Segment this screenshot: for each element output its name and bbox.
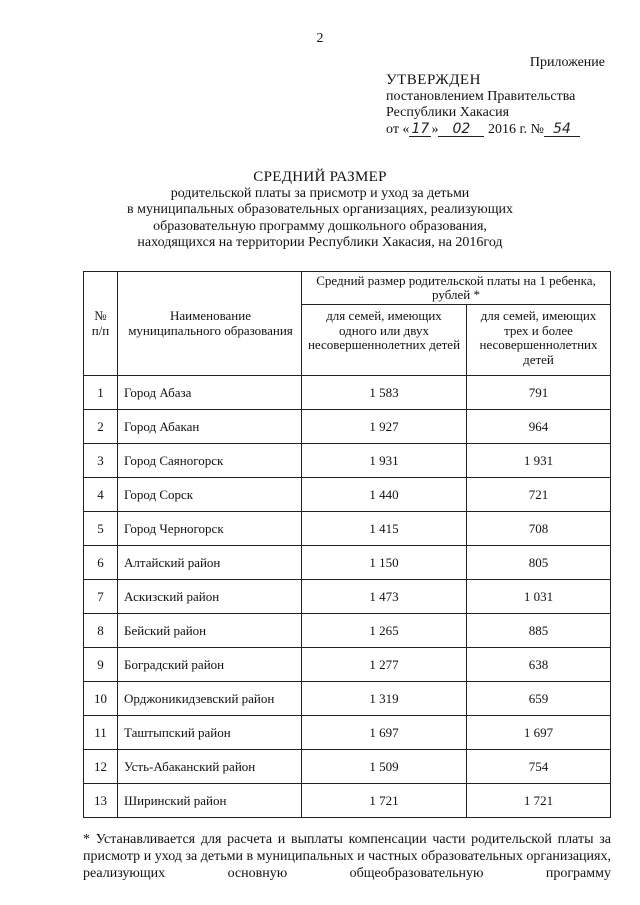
row-number: 9 <box>84 648 118 682</box>
row-number: 11 <box>84 716 118 750</box>
table-row <box>84 444 611 478</box>
header-three-plus-children: для семей, имеющих трех и более несовершеннолетних детей <box>467 305 611 376</box>
municipality-name: Ширинский район <box>118 784 302 818</box>
fee-three-plus-children: 638 <box>467 648 611 682</box>
fee-three-plus-children: 708 <box>467 512 611 546</box>
row-number: 7 <box>84 580 118 614</box>
fee-one-two-children: 1 583 <box>302 376 467 410</box>
title-line-4: находящихся на территории Республики Хакасия, на 2016год <box>137 235 503 250</box>
table-row <box>84 512 611 546</box>
fee-one-two-children: 1 473 <box>302 580 467 614</box>
document-title <box>0 169 640 252</box>
fee-one-two-children: 1 440 <box>302 478 467 512</box>
fee-three-plus-children: 659 <box>467 682 611 716</box>
table-row <box>84 682 611 716</box>
municipality-name: Боградский район <box>118 648 302 682</box>
header-municipality: Наименование муниципального образования <box>118 272 302 376</box>
fee-three-plus-children: 805 <box>467 546 611 580</box>
row-number: 6 <box>84 546 118 580</box>
fee-one-two-children: 1 415 <box>302 512 467 546</box>
approval-line-2: Республики Хакасия <box>386 105 510 120</box>
table-row <box>84 716 611 750</box>
fee-one-two-children: 1 265 <box>302 614 467 648</box>
fee-three-plus-children: 754 <box>467 750 611 784</box>
row-number: 12 <box>84 750 118 784</box>
fee-one-two-children: 1 509 <box>302 750 467 784</box>
fee-one-two-children: 1 927 <box>302 410 467 444</box>
fee-three-plus-children: 1 721 <box>467 784 611 818</box>
row-number: 10 <box>84 682 118 716</box>
table-body <box>84 376 611 818</box>
row-number: 1 <box>84 376 118 410</box>
title-line-2: в муниципальных образовательных организациях, реализующих <box>127 202 513 217</box>
title-line-1: родительской платы за присмотр и уход за детьми <box>170 185 470 201</box>
date-prefix: от « <box>386 121 410 137</box>
title-line-3: образовательную программу дошкольного образования, <box>153 218 487 234</box>
header-one-two-children: для семей, имеющих одного или двух несовершеннолетних детей <box>302 305 467 376</box>
row-number: 2 <box>84 410 118 444</box>
municipality-name: Алтайский район <box>118 546 302 580</box>
date-mid: » <box>431 121 439 137</box>
municipality-name: Аскизский район <box>118 580 302 614</box>
handwritten-day: 17 <box>409 122 431 137</box>
handwritten-number: 54 <box>544 122 580 137</box>
header-average-fee: Средний размер родительской платы на 1 ребенка, рублей * <box>302 272 611 305</box>
row-number: 8 <box>84 614 118 648</box>
fee-one-two-children: 1 697 <box>302 716 467 750</box>
municipality-name: Город Абакан <box>118 410 302 444</box>
table-row <box>84 410 611 444</box>
municipality-name: Город Абаза <box>118 376 302 410</box>
footnote: * Устанавливается для расчета и выплаты компенсации части родительской платы за присмотр и уход за детьми в муниципальных и частных образовательных организациях, реализующих основную общеобразовательную программу <box>83 832 611 881</box>
table-row <box>84 376 611 410</box>
table-row <box>84 750 611 784</box>
approval-title: УТВЕРЖДЕН <box>386 72 481 88</box>
table-row <box>84 546 611 580</box>
municipality-name: Усть-Абаканский район <box>118 750 302 784</box>
appendix-label: Приложение <box>529 55 605 70</box>
table-row <box>84 580 611 614</box>
row-number: 5 <box>84 512 118 546</box>
table-row <box>84 648 611 682</box>
header-number: № п/п <box>84 272 118 376</box>
date-suffix: 2016 г. № <box>484 121 544 137</box>
row-number: 13 <box>84 784 118 818</box>
table-row <box>84 478 611 512</box>
fee-one-two-children: 1 721 <box>302 784 467 818</box>
municipality-name: Орджоникидзевский район <box>118 682 302 716</box>
title-heading: СРЕДНИЙ РАЗМЕР <box>253 169 387 185</box>
municipality-name: Бейский район <box>118 614 302 648</box>
approval-date-line <box>386 122 580 139</box>
fee-three-plus-children: 791 <box>467 376 611 410</box>
fee-three-plus-children: 1 697 <box>467 716 611 750</box>
handwritten-month: 02 <box>438 122 484 137</box>
fee-one-two-children: 1 150 <box>302 546 467 580</box>
approval-block <box>386 72 580 138</box>
municipality-name: Город Сорск <box>118 478 302 512</box>
municipality-name: Город Черногорск <box>118 512 302 546</box>
table-row <box>84 614 611 648</box>
fee-three-plus-children: 1 031 <box>467 580 611 614</box>
fee-three-plus-children: 885 <box>467 614 611 648</box>
municipality-name: Таштыпский район <box>118 716 302 750</box>
fee-one-two-children: 1 319 <box>302 682 467 716</box>
table-row <box>84 784 611 818</box>
row-number: 3 <box>84 444 118 478</box>
municipality-name: Город Саяногорск <box>118 444 302 478</box>
approval-line-1: постановлением Правительства <box>386 88 576 104</box>
fee-three-plus-children: 1 931 <box>467 444 611 478</box>
row-number: 4 <box>84 478 118 512</box>
fees-table <box>83 271 611 818</box>
page-number: 2 <box>316 31 324 46</box>
fee-three-plus-children: 964 <box>467 410 611 444</box>
fee-one-two-children: 1 277 <box>302 648 467 682</box>
fee-three-plus-children: 721 <box>467 478 611 512</box>
fee-one-two-children: 1 931 <box>302 444 467 478</box>
